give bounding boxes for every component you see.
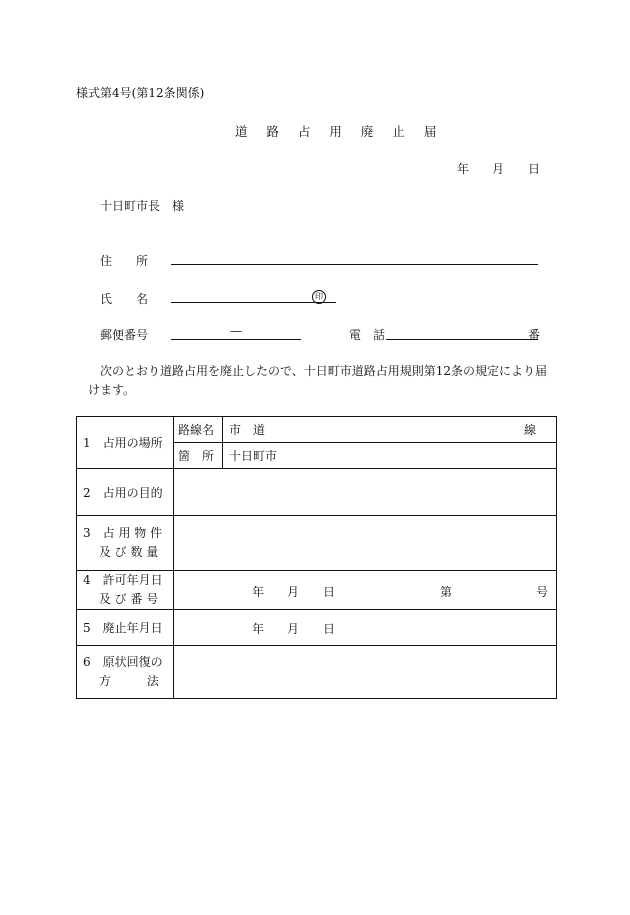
row4-header-line1: 4 許可年月日 [83,573,163,587]
seal-mark: 印 [312,288,326,304]
place-label: 箇 所 [174,443,223,469]
row3-header-line2: 及 び 数 量 [83,545,159,559]
row4-header [77,571,174,610]
abolish-date-cell[interactable] [174,610,557,646]
row2-header: 2 占用の目的 [77,469,174,516]
place-value[interactable]: 十日町市 [223,443,557,469]
row4-header-line2: 及 び 番 号 [83,592,159,606]
phone-line[interactable] [386,339,538,340]
row6-header-line1: 6 原状回復の [83,655,163,669]
address-label: 住 所 [100,254,149,268]
form-table [76,416,557,699]
phone-suffix: 番 [528,328,541,342]
permit-year: 年 [252,585,265,599]
abolish-year: 年 [252,622,265,636]
permit-month: 月 [287,585,300,599]
abolish-day: 日 [323,622,336,636]
statement: 次のとおり道路占用を廃止したので、十日町市道路占用規則第12条の規定により届けます。 [88,364,548,397]
date-month: 月 [492,162,505,176]
name-label: 氏 名 [100,292,149,306]
route-cell[interactable] [223,417,557,443]
abolish-month: 月 [287,622,300,636]
row1-header: 1 占用の場所 [77,417,174,469]
route-label: 路線名 [174,417,223,443]
row6-header [77,646,174,699]
address-line[interactable] [171,264,538,265]
row6-header-line2: 方 法 [83,674,159,688]
postal-line[interactable] [171,339,301,340]
postal-separator: — [230,324,242,338]
route-suffix: 線 [523,423,536,437]
date-day: 日 [528,162,541,176]
form-number: 様式第4号(第12条関係) [76,86,205,100]
row3-header-line1: 3 占 用 物 件 [83,526,163,540]
purpose-cell[interactable] [174,469,557,516]
document-title: 道 路 占 用 廃 止 届 [235,124,444,139]
route-prefix: 市 道 [229,423,266,437]
permit-cell[interactable] [174,571,557,610]
date-year: 年 [457,162,470,176]
permit-dai: 第 [440,585,453,599]
restoration-cell[interactable] [174,646,557,699]
permit-gou: 号 [536,585,549,599]
phone-label: 電 話 [349,328,386,342]
row5-header: 5 廃止年月日 [77,610,174,646]
permit-day: 日 [323,585,336,599]
postal-label: 郵便番号 [100,328,149,342]
addressee: 十日町市長 様 [100,199,185,213]
objects-cell[interactable] [174,516,557,571]
row3-header [77,516,174,571]
